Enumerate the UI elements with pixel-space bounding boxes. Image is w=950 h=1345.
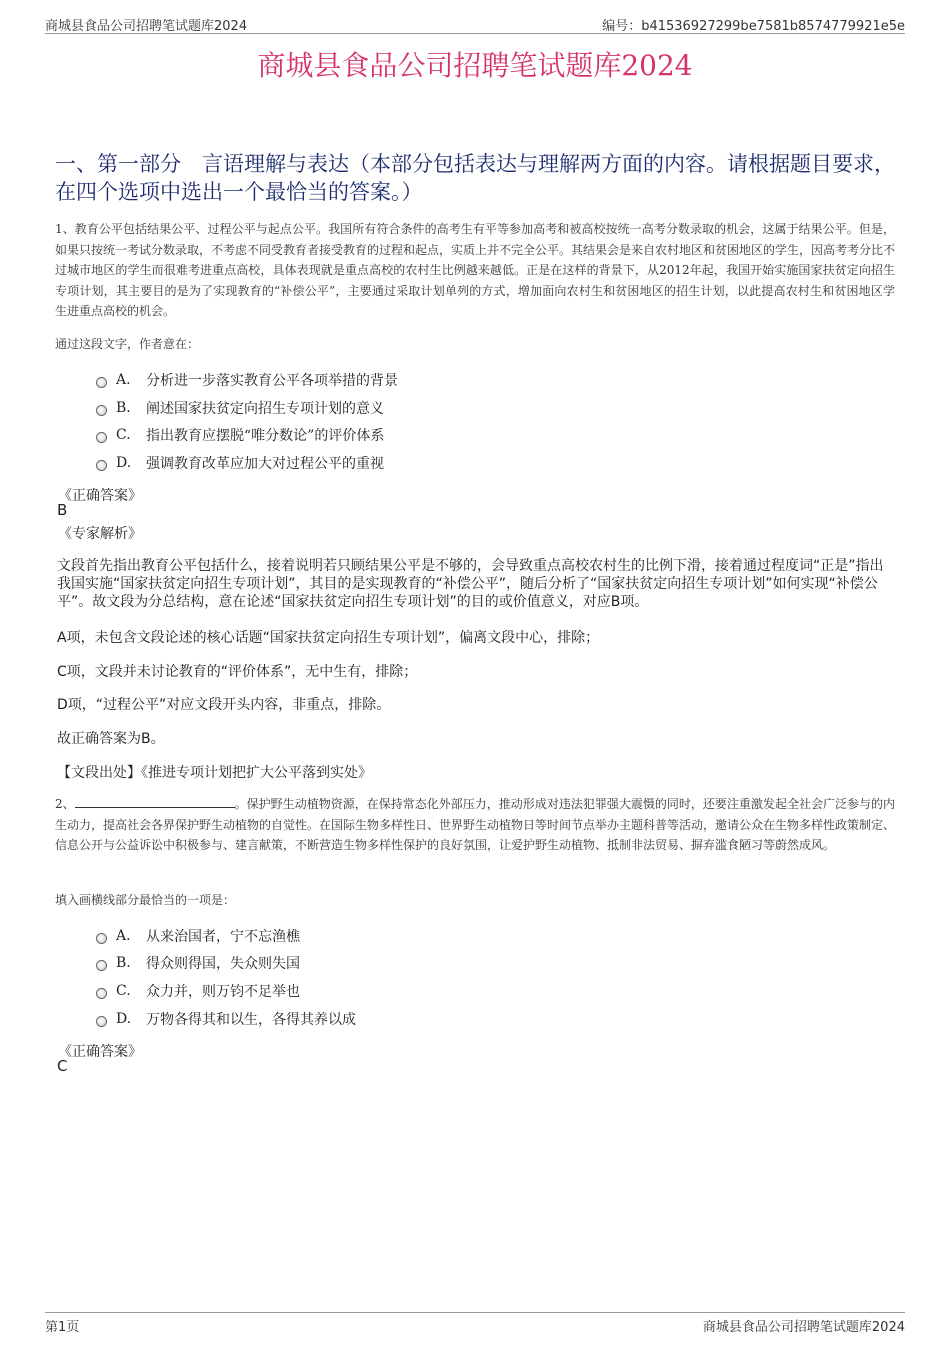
footer-divider xyxy=(45,1312,905,1313)
q1-option-a[interactable]: A. 分析进一步落实教育公平各项举措的背景 xyxy=(96,369,398,391)
q1-analysis-d: D项，“过程公平”对应文段开头内容，非重点，排除。 xyxy=(57,697,391,713)
option-text: 从来治国者，宁不忘渔樵 xyxy=(146,929,300,945)
q1-source: 【文段出处】《推进专项计划把扩大公平落到实处》 xyxy=(57,765,372,781)
fill-blank xyxy=(75,796,235,808)
page-number: 第1页 xyxy=(45,1320,80,1335)
question-2-text xyxy=(55,794,895,856)
option-text: 万物各得其和以生，各得其养以成 xyxy=(146,1012,356,1028)
q1-answer: B xyxy=(57,501,68,519)
q1-analysis-label: 《专家解析》 xyxy=(58,526,142,542)
document-title: 商城县食品公司招聘笔试题库2024 xyxy=(257,49,693,82)
q1-analysis-a: A项，未包含文段论述的核心话题“国家扶贫定向招生专项计划”，偏离文段中心，排除； xyxy=(57,630,600,646)
q2-option-b[interactable]: B. 得众则得国，失众则失国 xyxy=(96,952,300,974)
radio-icon[interactable] xyxy=(96,933,107,944)
header-left-title: 商城县食品公司招聘笔试题库2024 xyxy=(45,19,248,34)
section-heading: 一、第一部分 言语理解与表达（本部分包括表达与理解两方面的内容。请根据题目要求，在四个选项中选出一个最恰当的答案。） xyxy=(55,152,895,204)
option-text: 强调教育改革应加大对过程公平的重视 xyxy=(146,456,384,472)
option-text: 得众则得国，失众则失国 xyxy=(146,956,300,972)
option-text: 众力并，则万钧不足举也 xyxy=(146,984,300,1000)
question-1-text: 1、教育公平包括结果公平、过程公平与起点公平。我国所有符合条件的高考生有平等参加高考和被高校按统一高考分数录取的机会，这属于结果公平。但是，如果只按统一考试分数录取，不考虑不同受教育者接受教育的过程和起点，实质上并不完全公平。其结果会是来自农村地区和贫困地区的学生，因高考考分比不过城市地区的学生而很难考进重点高校，具体表现就是重点高校的农村生比例越来越低。正是在这样的背景下，从2012年起，我国开始实施国家扶贫定向招生专项计划，其主要目的是为了实现教育的“补偿公平”，主要通过采取计划单列的方式，增加面向农村生和贫困地区的招生计划，以此提高农村生和贫困地区学生进重点高校的机会。 xyxy=(55,222,896,318)
question-2-body: 。保护野生动植物资源，在保持常态化外部压力，推动形成对违法犯罪强大震慑的同时，还要注重激发起全社会广泛参与的内生动力，提高社会各界保护野生动植物的自觉性。在国际生物多样性日、世界野生动植物日等时间节点举办主题科普等活动，邀请公众在生物多样性政策制定、信息公开与公益诉讼中积极参与、建言献策，不断营造生物多样性保护的良好氛围，让爱护野生动植物、抵制非法贸易、摒弃滥食陋习等蔚然成风。 xyxy=(55,797,896,852)
q2-answer: C xyxy=(57,1057,68,1075)
q1-option-d[interactable]: D. 强调教育改革应加大对过程公平的重视 xyxy=(96,452,384,474)
header-divider xyxy=(45,33,905,34)
q2-option-c[interactable]: C. 众力并，则万钧不足举也 xyxy=(96,980,300,1002)
radio-icon[interactable] xyxy=(96,460,107,471)
radio-icon[interactable] xyxy=(96,1016,107,1027)
document-id: 编号：b41536927299be7581b8574779921e5e xyxy=(602,19,905,34)
q1-option-c[interactable]: C. 指出教育应摆脱“唯分数论”的评价体系 xyxy=(96,424,384,446)
option-text: 指出教育应摆脱“唯分数论”的评价体系 xyxy=(146,428,385,444)
footer-title: 商城县食品公司招聘笔试题库2024 xyxy=(702,1320,905,1335)
option-text: 阐述国家扶贫定向招生专项计划的意义 xyxy=(146,401,384,417)
question-2-number: 2、 xyxy=(55,797,75,811)
q1-conclusion: 故正确答案为B。 xyxy=(57,731,165,747)
question-2-prompt: 填入画横线部分最恰当的一项是： xyxy=(55,893,236,907)
q1-answer-label: 《正确答案》 xyxy=(58,488,142,504)
radio-icon[interactable] xyxy=(96,960,107,971)
q2-answer-label: 《正确答案》 xyxy=(58,1044,142,1060)
q1-analysis: 文段首先指出教育公平包括什么，接着说明若只顾结果公平是不够的，会导致重点高校农村生的比例下滑，接着通过程度词“正是”指出我国实施“国家扶贫定向招生专项计划”，其目的是实现教育的“补偿公平”，随后分析了“国家扶贫定向招生专项计划”如何实现“补偿公平”。故文段为分总结构，意在论述“国家扶贫定向招生专项计划”的目的或价值意义，对应B项。 xyxy=(57,558,884,610)
q2-option-a[interactable]: A. 从来治国者，宁不忘渔樵 xyxy=(96,925,300,947)
radio-icon[interactable] xyxy=(96,432,107,443)
question-1-prompt: 通过这段文字，作者意在： xyxy=(55,337,200,351)
q1-analysis-c: C项，文段并未讨论教育的“评价体系”，无中生有，排除； xyxy=(57,664,418,680)
q1-option-b[interactable]: B. 阐述国家扶贫定向招生专项计划的意义 xyxy=(96,397,384,419)
radio-icon[interactable] xyxy=(96,405,107,416)
q2-option-d[interactable]: D. 万物各得其和以生，各得其养以成 xyxy=(96,1008,356,1030)
radio-icon[interactable] xyxy=(96,377,107,388)
option-text: 分析进一步落实教育公平各项举措的背景 xyxy=(146,373,398,389)
radio-icon[interactable] xyxy=(96,988,107,999)
